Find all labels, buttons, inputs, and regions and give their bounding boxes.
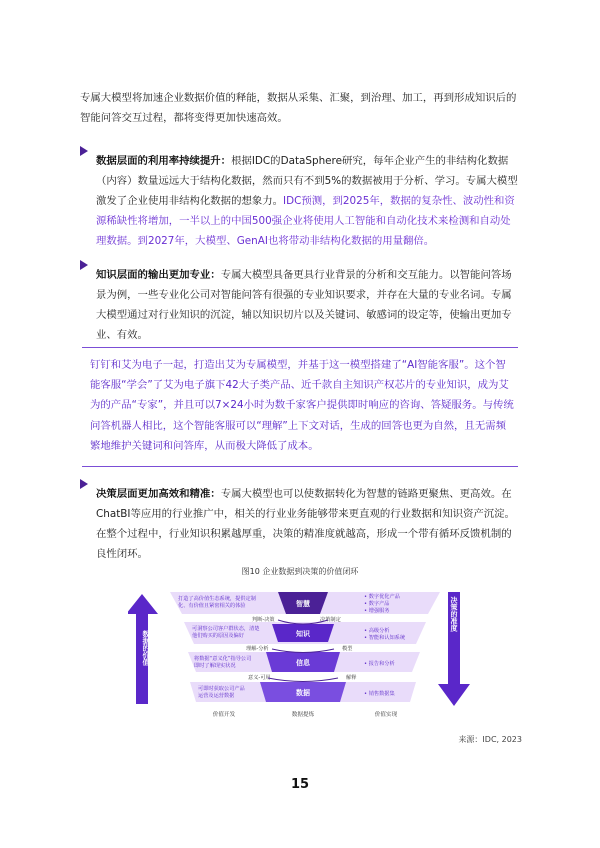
flow-label: 判断-决策 [252, 617, 275, 623]
left-desc: 将数据“意义化”指导公司 [194, 656, 252, 662]
level-label: 数据 [296, 689, 310, 697]
loop-arrow [272, 649, 334, 653]
left-arrow-label: 数据的价值 [142, 630, 150, 666]
right-item: • 销售数据集 [364, 691, 395, 697]
left-desc: 可即时获取公司产品 [198, 686, 245, 692]
flow-label: 解释 [346, 675, 357, 681]
level-label: 智慧 [296, 600, 310, 608]
value-loop-diagram [128, 586, 474, 720]
bullet-knowledge-level [96, 265, 520, 345]
flow-label: 模型 [342, 646, 353, 652]
flow-label: 理解-分析 [246, 646, 269, 652]
right-item: • 智能和认知系统 [364, 635, 406, 641]
bullet-triangle-icon [80, 146, 88, 156]
bullet-triangle-icon [80, 479, 88, 489]
left-desc: 他们购买的原因及偏好 [192, 633, 244, 639]
bullet-decision-level [96, 484, 520, 564]
left-desc: 可洞察公司客户群状态，清楚 [192, 626, 260, 632]
bullet-text: 根据IDC的DataSphere研究，每年企业产生的非结构化数据（内容）数量远远大于结构化数据，然而只有不到5%的数据被用于分析、学习。专属大模型激发了企业使用非结构化数据的想象力。 [96, 155, 518, 207]
bottom-label: 价值实现 [374, 712, 398, 718]
bullet-text: 专属大模型也可以使数据转化为智慧的链路更聚焦、更高效。在ChatBI等应用的行业推广中，相关的行业业务能够带来更直观的行业数据和知识资产沉淀。在整个过程中，行业知识积累越厚重，决策的精准度就越高，形成一个带有循环反馈机制的良性闭环。 [96, 488, 515, 560]
bottom-label: 数据提炼 [291, 712, 315, 718]
left-desc: 化、有价值且紧密相关的体验 [178, 603, 246, 609]
case-quote-text: 钉钉和艾为电子一起，打造出艾为专属模型，并基于这一模型搭建了“AI智能客服”。这个智能客服“学会”了艾为电子旗下42大子类产品、近千款自主知识产权芯片的专业知识，成为艾为的产品“专家”，并且可以7×24小时为数千家客户提供即时响应的咨询、答疑服务。与传统问答机器人相比，这个智能客服可以“理解”上下文对话，生成的回答也更为自然，且无需频繁地维护关键词和问答库，从而极大降低了成本。 [90, 359, 514, 452]
bullet-heading: 知识层面的输出更加专业： [96, 269, 221, 281]
right-item: • 数字优化产品 [364, 594, 400, 600]
left-desc: 即时了解现实状况 [194, 663, 236, 669]
left-desc: 运营及运营数据 [198, 693, 235, 699]
page-number: 15 [290, 777, 310, 792]
bullet-text-highlight: IDC预测，到2025年，数据的复杂性、波动性和资源稀缺性将增加，一半以上的中国500强企业将使用人工智能和自动化技术来检测和自动处理数据。到2027年，大模型、GenAI也将带动非结构化数据的用量翻倍。 [96, 195, 515, 247]
bullet-triangle-icon [80, 260, 88, 270]
bullet-heading: 数据层面的利用率持续提升： [96, 155, 232, 167]
bullet-heading: 决策层面更加高效和精准： [96, 488, 221, 500]
right-item: • 高级分析 [364, 628, 390, 634]
intro-paragraph: 专属大模型将加速企业数据价值的释能，数据从采集、汇聚，到治理、加工，再到形成知识后的智能问答交互过程，都将变得更加快速高效。 [80, 92, 517, 124]
bullet-text: 专属大模型具备更具行业背景的分析和交互能力。以智能问答场景为例，一些专业化公司对智能问答有很强的专业知识要求，并存在大量的专业名词。专属大模型通过对行业知识的沉淀，辅以知识切片以及关键词、敏感词的设定等，使输出更加专业、有效。 [96, 269, 512, 341]
flow-label: 意义-可用 [248, 675, 271, 681]
figure-title: 图10 企业数据到决策的价值闭环 [241, 567, 359, 576]
bottom-label: 价值开发 [212, 712, 236, 718]
loop-arrow [268, 678, 338, 682]
left-desc: 打造了高价值生态系统，提供定制 [178, 596, 256, 602]
bullet-data-level [96, 151, 520, 251]
right-arrow-label: 决策的准度 [450, 596, 458, 632]
right-item: • 报告和分析 [364, 661, 395, 667]
right-item: • 增强服务 [364, 608, 390, 614]
figure-source: 来源：IDC, 2023 [458, 735, 522, 744]
level-label: 信息 [296, 659, 310, 667]
flow-label: 决策制定 [320, 617, 341, 623]
right-item: • 数字产品 [364, 601, 390, 607]
level-label: 知识 [296, 630, 310, 638]
